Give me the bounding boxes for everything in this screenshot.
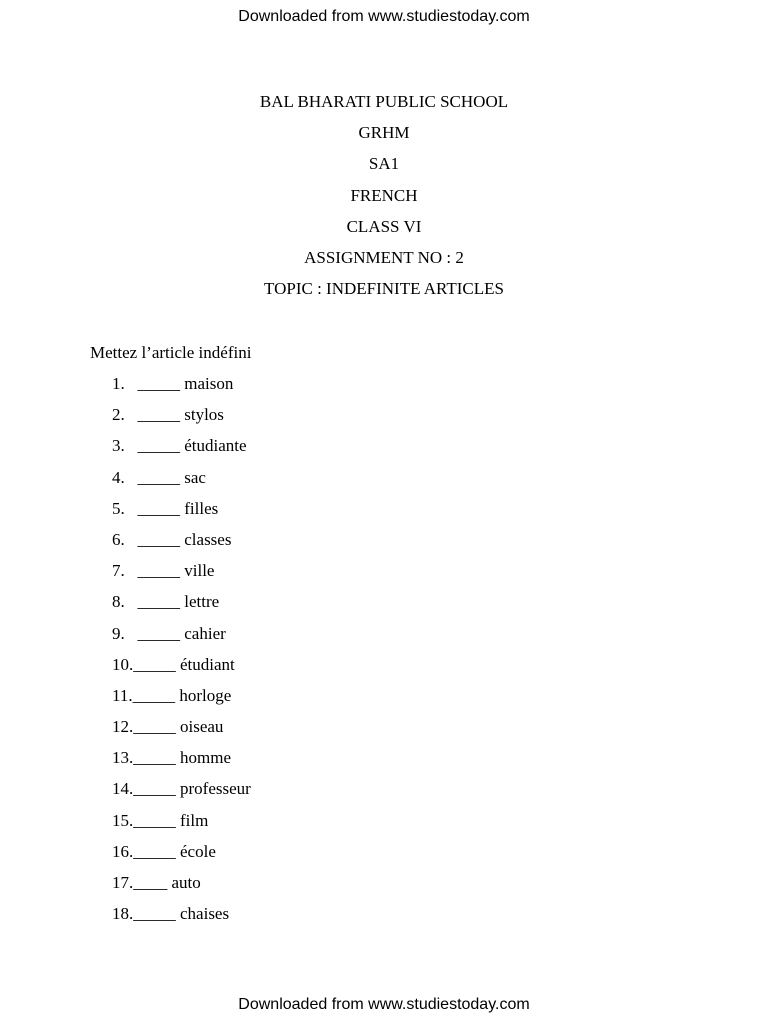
assignment-label: ASSIGNMENT NO : 2 [304, 247, 464, 267]
exercise-list [112, 373, 251, 934]
exercise-item: 18._____ chaises [112, 904, 230, 924]
exercise-item: 2. _____ stylos [112, 405, 224, 425]
topic-label: TOPIC : INDEFINITE ARTICLES [264, 279, 504, 299]
exercise-item: 8. _____ lettre [112, 592, 220, 612]
school-name: BAL BHARATI PUBLIC SCHOOL [259, 92, 509, 111]
exercise-item: 1. _____ maison [112, 374, 234, 393]
term-label: SA1 [368, 154, 400, 174]
exercise-item: 3. _____ étudiante [112, 436, 247, 456]
exercise-item: 6. _____ classes [112, 529, 232, 549]
download-banner-bottom: Downloaded from www.studiestoday.com [238, 996, 530, 1013]
exercise-item: 16._____ école [112, 841, 216, 861]
exercise-item: 4. _____ sac [112, 467, 206, 487]
exercise-item: 9. _____ cahier [112, 623, 226, 643]
exercise-item: 17.____ auto [112, 873, 201, 892]
exercise-item: 5. _____ filles [112, 498, 219, 518]
exercise-item: 10._____ étudiant [112, 654, 235, 674]
exercise-item: 11._____ horloge [112, 685, 232, 705]
exercise-item: 15._____ film [112, 810, 209, 830]
exercise-item: 7. _____ ville [112, 561, 215, 581]
class-label: CLASS VI [346, 216, 422, 236]
subject-label: FRENCH [350, 185, 418, 205]
exercise-item: 12._____ oiseau [112, 717, 224, 737]
exercise-item: 14._____ professeur [112, 779, 251, 799]
branch-code: GRHM [358, 123, 410, 143]
exercise-item: 13._____ homme [112, 748, 231, 768]
download-banner-top: Downloaded from www.studiestoday.com [238, 8, 530, 25]
exercise-instruction: Mettez l’article indéfini [90, 343, 252, 362]
document-header [0, 91, 768, 309]
